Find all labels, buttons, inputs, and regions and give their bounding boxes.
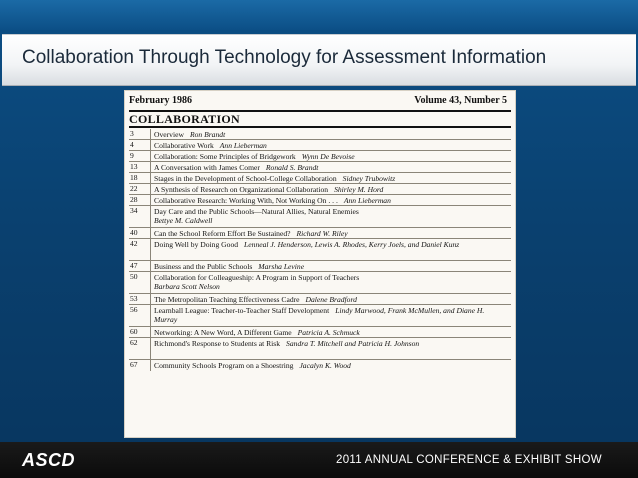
slide-background	[0, 0, 638, 30]
toc-row: 22 A Synthesis of Research on Organizational Collaboration Shirley M. Hord	[129, 184, 511, 195]
toc-row: 62 Richmond's Response to Students at Risk Sandra T. Mitchell and Patricia H. Johnson	[129, 338, 511, 360]
issue-date: February 1986	[129, 95, 193, 106]
toc-row: 56 Learnball League: Teacher-to-Teacher Staff Development Lindy Marwood, Frank McMullen, and Diane H. Murray	[129, 305, 511, 327]
slide-title: Collaboration Through Technology for Assessment Information	[22, 47, 547, 68]
toc-row: 18 Stages in the Development of School-College Collaboration Sidney Trubowitz	[129, 173, 511, 184]
issue-volume: Volume 43, Number 5	[414, 95, 507, 106]
toc-row: 34 Day Care and the Public Schools—Natural Allies, Natural Enemies Bettye M. Caldwell	[129, 206, 511, 228]
footer-bar	[0, 442, 638, 478]
conference-name: 2011 ANNUAL CONFERENCE & EXHIBIT SHOW	[336, 454, 602, 466]
slide-title-bar	[2, 34, 636, 86]
toc-row: 50 Collaboration for Colleagueship: A Program in Support of Teachers Barbara Scott Nelson	[129, 272, 511, 294]
toc-row: 53 The Metropolitan Teaching Effectiveness Cadre Dalene Bradford	[129, 294, 511, 305]
toc-row: 67 Community Schools Program on a Shoestring Jacalyn K. Wood	[130, 360, 351, 370]
toc-row: 4 Collaborative Work Ann Lieberman	[129, 140, 511, 151]
ascd-logo: ASCD	[22, 450, 76, 470]
section-rule	[129, 126, 511, 128]
toc-row: 40 Can the School Reform Effort Be Sustained? Richard W. Riley	[129, 228, 511, 239]
toc-row: 47 Business and the Public Schools Marsha Levine	[129, 261, 511, 272]
toc-row: 3 Overview Ron Brandt	[129, 129, 511, 140]
toc-row: 9 Collaboration: Some Principles of Bridgework Wynn De Bevoise	[129, 151, 511, 162]
issue-header	[129, 95, 509, 111]
toc-row: 13 A Conversation with James Comer Ronald S. Brandt	[129, 162, 511, 173]
toc-row: 42 Doing Well by Doing Good Lenneal J. Henderson, Lewis A. Rhodes, Kerry Joels, and Daniel Kunz	[129, 239, 511, 261]
toc-row: 60 Networking: A New Word, A Different Game Patricia A. Schmuck	[129, 327, 511, 338]
scanned-contents-page	[124, 90, 516, 438]
section-title: COLLABORATION	[129, 112, 241, 126]
toc-row: 28 Collaborative Research: Working With, Not Working On . . . Ann Lieberman	[129, 195, 511, 206]
table-of-contents	[129, 129, 511, 371]
